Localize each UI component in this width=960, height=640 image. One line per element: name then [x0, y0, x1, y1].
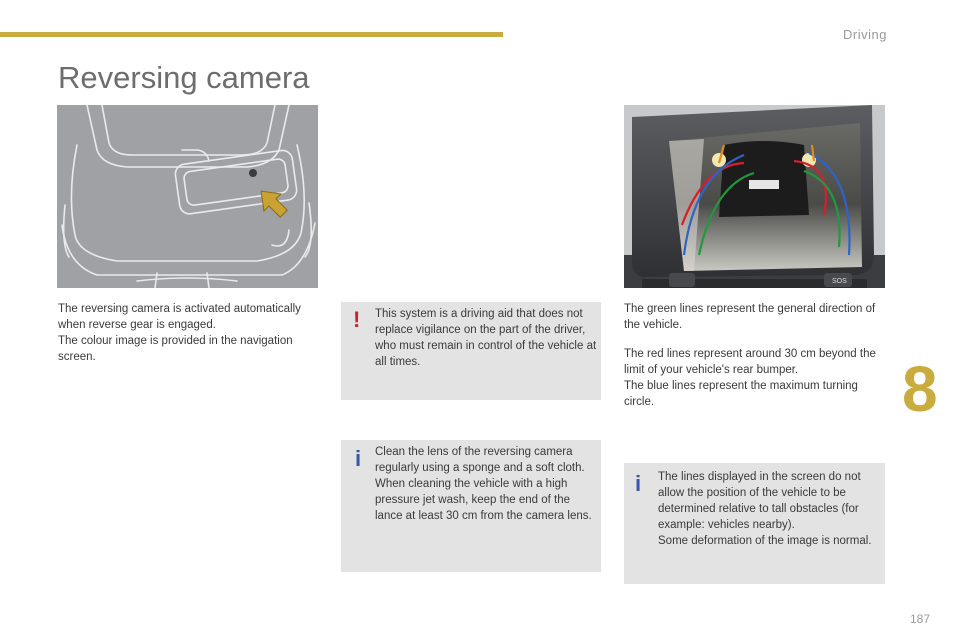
- navigation-screen-illustration: [624, 105, 885, 288]
- info-1-paragraph-1: Clean the lens of the reversing camera regularly using a sponge and a soft cloth.: [375, 446, 585, 474]
- chapter-number: 8: [902, 353, 938, 425]
- warning-text: [375, 306, 597, 370]
- page-number: 187: [910, 612, 931, 626]
- warning-paragraph: This system is a driving aid that does not replace vigilance on the part of the driver, who must remain in control of the vehicle at all times.: [375, 308, 597, 368]
- info-box-lens-cleaning: [341, 440, 601, 572]
- info-text-1: [375, 444, 595, 524]
- vehicle-rear-illustration: [57, 105, 318, 288]
- blue-lines-text: The blue lines represent the maximum turning circle.: [624, 380, 858, 408]
- green-lines-text: The green lines represent the general direction of the vehicle.: [624, 303, 876, 331]
- intro-text: [58, 301, 323, 365]
- page-title: Reversing camera: [58, 60, 310, 95]
- warning-box: [341, 302, 601, 400]
- intro-paragraph-1: The reversing camera is activated automatically when reverse gear is engaged.: [58, 303, 301, 331]
- info-1-paragraph-2: When cleaning the vehicle with a high pressure jet wash, keep the end of the lance at least 30 cm from the camera lens.: [375, 478, 592, 522]
- info-2-paragraph-2: Some deformation of the image is normal.: [658, 535, 872, 547]
- intro-paragraph-2: The colour image is provided in the navigation screen.: [58, 335, 293, 363]
- section-label: Driving: [843, 27, 887, 42]
- info-icon: i: [355, 446, 362, 471]
- info-icon: i: [635, 471, 642, 496]
- red-lines-text: The red lines represent around 30 cm beyond the limit of your vehicle's rear bumper.: [624, 348, 876, 376]
- sos-button-label: SOS: [832, 278, 847, 285]
- warning-icon: !: [353, 307, 361, 332]
- info-2-paragraph-1: The lines displayed in the screen do not allow the position of the vehicle to be determined relative to tall obstacles (for example: vehicles nearby).: [658, 471, 861, 531]
- info-text-2: [658, 469, 880, 549]
- info-box-lines-limits: [624, 463, 885, 584]
- lines-description: [624, 301, 886, 410]
- header-accent-bar: [0, 32, 503, 37]
